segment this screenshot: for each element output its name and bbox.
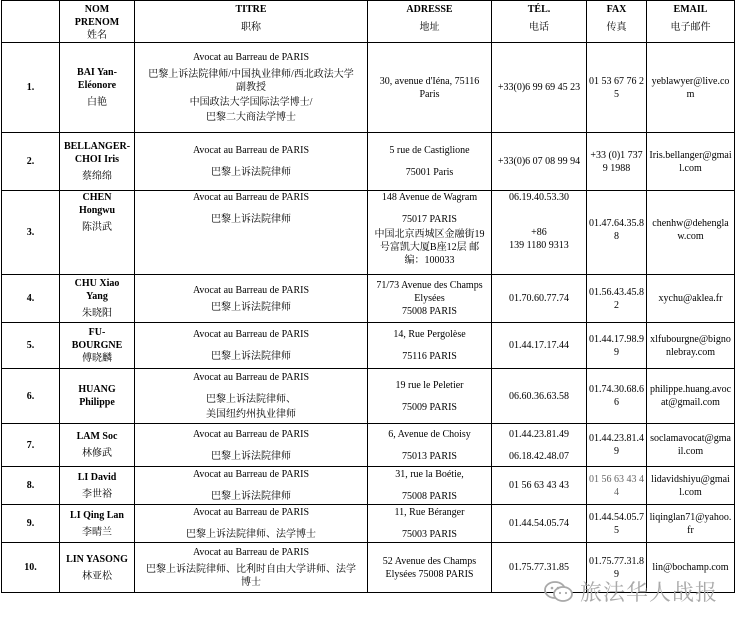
lawyer-email[interactable]: lidavidshiyu@gmail.com [647,467,735,505]
lawyer-address: 52 Avenue des Champs Elysées 75008 PARIS [368,543,492,593]
lawyer-address: 5 rue de Castiglione 75001 Paris [368,133,492,191]
table-row [2,323,735,369]
lawyer-address: 148 Avenue de Wagram 75017 PARIS 中国北京西城区金融街19 号富凯大厦B座12层 邮 编：100033 [368,191,492,275]
watermark [544,576,718,607]
lawyer-fax: 01.56.43.45.82 [587,275,647,323]
lawyer-fax: +33 (0)1 7379 1988 [587,133,647,191]
lawyer-email[interactable]: xlfubourgne@bignonlebray.com [647,323,735,369]
row-number: 2. [2,133,60,191]
lawyer-title: Avocat au Barreau de PARIS 巴黎上诉法院律师 [135,323,368,369]
lawyer-fax: 01.74.30.68.66 [587,369,647,424]
row-number: 3. [2,191,60,275]
table-row [2,424,735,467]
row-number: 9. [2,505,60,543]
lawyer-address: 71/73 Avenue des Champs Elysées 75008 PARIS [368,275,492,323]
lawyer-title: Avocat au Barreau de PARIS 巴黎上诉法院律师 [135,467,368,505]
lawyer-address: 31, rue la Boétie, 75008 PARIS [368,467,492,505]
lawyer-email[interactable]: liqinglan71@yahoo.fr [647,505,735,543]
wechat-logo-icon [544,580,574,604]
lawyer-tel: 06.19.40.53.30 +86 139 1180 9313 [492,191,587,275]
lawyer-title: Avocat au Barreau de PARIS 巴黎上诉法院律师/中国执业律师/西北政法大学 副教授 中国政法大学国际法学博士/ 巴黎二大商法学博士 [135,43,368,133]
row-number: 4. [2,275,60,323]
row-number: 8. [2,467,60,505]
lawyer-title: Avocat au Barreau de PARIS 巴黎上诉法院律师 [135,275,368,323]
lawyer-fax: 01 53 67 76 25 [587,43,647,133]
header-email: EMAIL 电子邮件 [647,1,735,43]
lawyer-email[interactable]: yeblawyer@live.com [647,43,735,133]
lawyer-tel: 01.44.54.05.74 [492,505,587,543]
lawyer-email[interactable]: lin@bochamp.com [647,543,735,593]
lawyer-title: Avocat au Barreau de PARIS 巴黎上诉法院律师、比利时自由大学讲师、法学 博士 [135,543,368,593]
row-number: 1. [2,43,60,133]
header-address: ADRESSE 地址 [368,1,492,43]
lawyer-tel: 01.75.77.31.85 [492,543,587,593]
lawyer-title: Avocat au Barreau de PARIS 巴黎上诉法院律师 [135,424,368,467]
table-row [2,369,735,424]
lawyer-title: Avocat au Barreau de PARIS 巴黎上诉法院律师 [135,133,368,191]
lawyer-email[interactable]: chenhw@dehenglaw.com [647,191,735,275]
header-row [2,1,735,43]
lawyer-tel: +33(0)6 07 08 99 94 [492,133,587,191]
lawyer-title: Avocat au Barreau de PARIS 巴黎上诉法院律师、法学博士 [135,505,368,543]
table-row [2,133,735,191]
lawyer-address: 11, Rue Béranger 75003 PARIS [368,505,492,543]
lawyer-tel: 01 56 63 43 43 [492,467,587,505]
header-fax: FAX 传真 [587,1,647,43]
lawyer-email[interactable]: xychu@aklea.fr [647,275,735,323]
lawyer-title: Avocat au Barreau de PARIS 巴黎上诉法院律师、 美国纽约州执业律师 [135,369,368,424]
lawyer-title: Avocat au Barreau de PARIS 巴黎上诉法院律师 [135,191,368,275]
lawyer-fax: 01.75.77.31.89 [587,543,647,593]
lawyer-email[interactable]: philippe.huang.avocat@gmail.com [647,369,735,424]
header-num [2,1,60,43]
lawyer-name: LAM Soc 林修武 [60,424,135,467]
row-number: 5. [2,323,60,369]
header-name: NOM PRENOM 姓名 [60,1,135,43]
lawyer-directory-table [1,0,735,593]
lawyer-name: LI Qing Lan 李晴兰 [60,505,135,543]
row-number: 6. [2,369,60,424]
table-row [2,467,735,505]
watermark-text: 旅法华人战报 [579,581,718,606]
lawyer-fax: 01.47.64.35.88 [587,191,647,275]
table-row [2,275,735,323]
table-row [2,43,735,133]
lawyer-name: LIN YASONG 林亚松 [60,543,135,593]
lawyer-name: CHU Xiao Yang 朱晓阳 [60,275,135,323]
header-title: TITRE 职称 [135,1,368,43]
lawyer-tel: 01.44.23.81.49 06.18.42.48.07 [492,424,587,467]
row-number: 7. [2,424,60,467]
table-row [2,505,735,543]
header-tel: TÉL. 电话 [492,1,587,43]
lawyer-address: 30, avenue d'Iéna, 75116 Paris [368,43,492,133]
lawyer-fax: 01.44.23.81.49 [587,424,647,467]
lawyer-email[interactable]: Iris.bellanger@gmail.com [647,133,735,191]
lawyer-address: 14, Rue Pergolèse 75116 PARIS [368,323,492,369]
lawyer-fax: 01.44.17.98.99 [587,323,647,369]
lawyer-fax: 01.44.54.05.75 [587,505,647,543]
lawyer-name: LI David 李世裕 [60,467,135,505]
lawyer-tel: +33(0)6 99 69 45 23 [492,43,587,133]
lawyer-address: 19 rue le Peletier 75009 PARIS [368,369,492,424]
row-number: 10. [2,543,60,593]
lawyer-name: BELLANGER- CHOI Iris 蔡绵绵 [60,133,135,191]
lawyer-name: HUANG Philippe [60,369,135,424]
lawyer-fax: 01 56 63 43 44 [587,467,647,505]
lawyer-email[interactable]: soclamavocat@gmail.com [647,424,735,467]
lawyer-name: FU- BOURGNE 傅晓麟 [60,323,135,369]
lawyer-tel: 06.60.36.63.58 [492,369,587,424]
lawyer-address: 6, Avenue de Choisy 75013 PARIS [368,424,492,467]
lawyer-name: CHEN Hongwu 陈洪武 [60,191,135,275]
lawyer-tel: 01.44.17.17.44 [492,323,587,369]
lawyer-name: BAI Yan- Eléonore 白艳 [60,43,135,133]
lawyer-tel: 01.70.60.77.74 [492,275,587,323]
table-row [2,191,735,275]
